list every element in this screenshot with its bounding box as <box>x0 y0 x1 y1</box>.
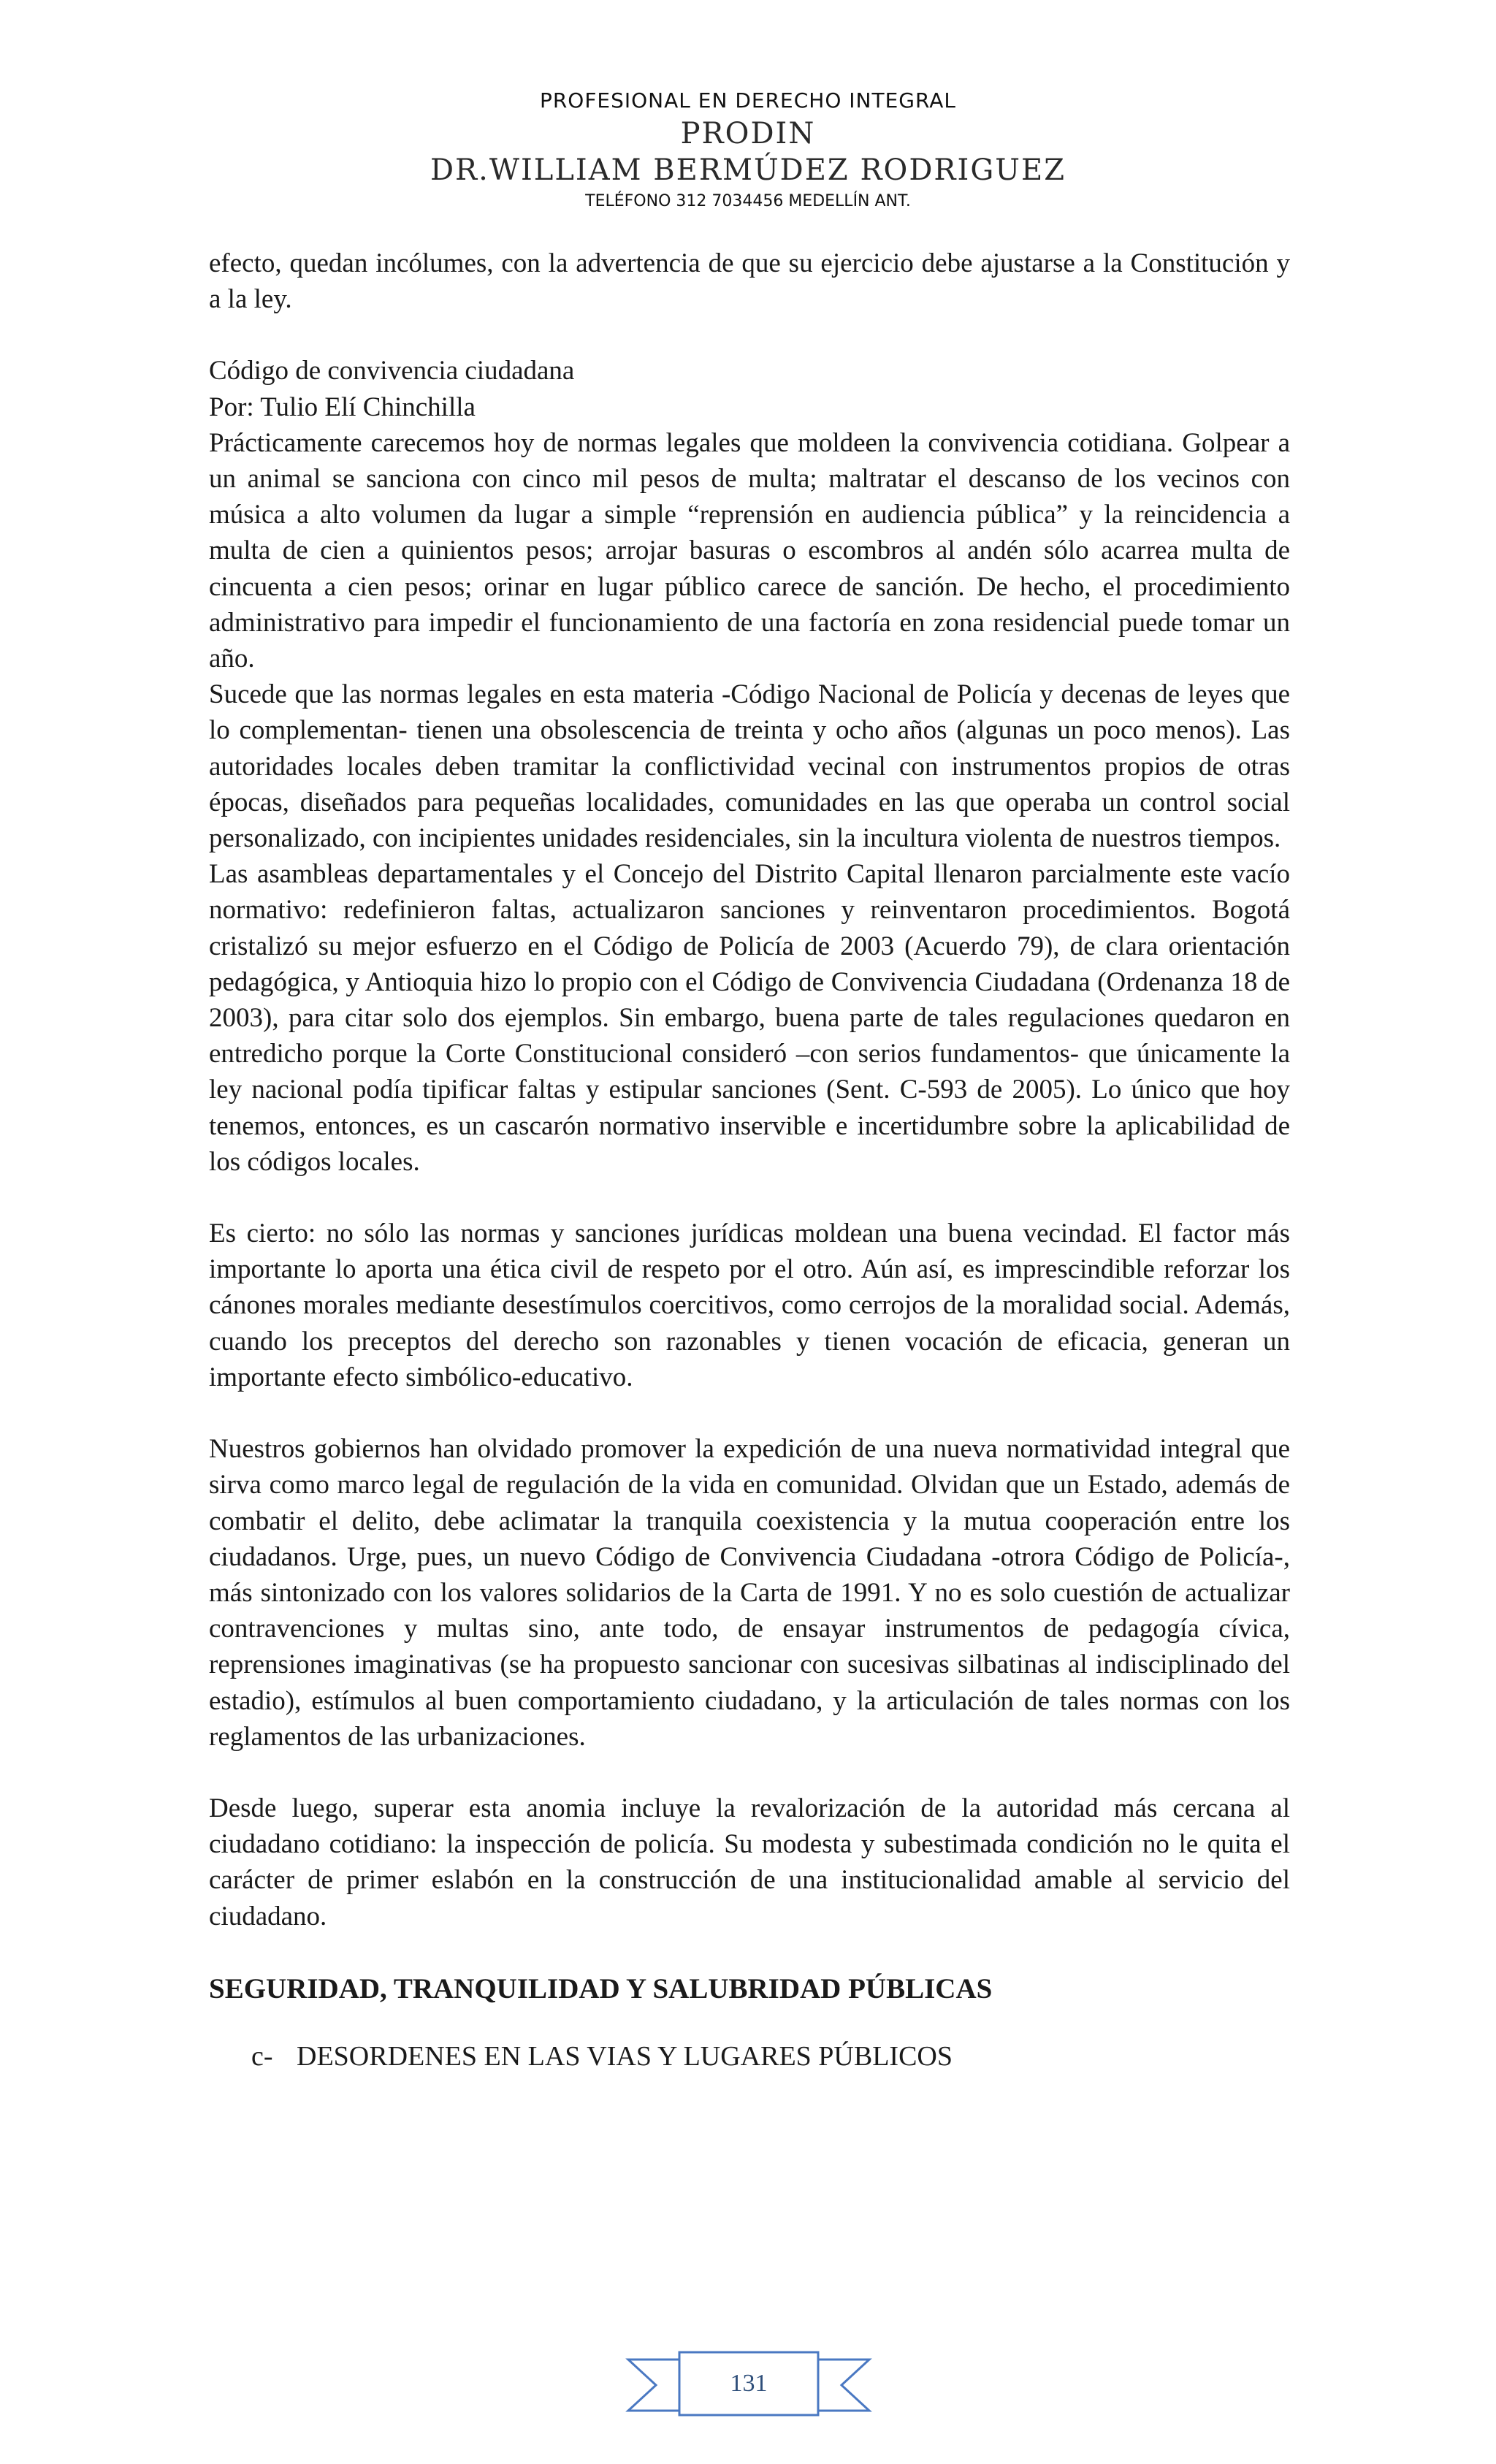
article-title: Código de convivencia ciudadana <box>209 356 575 386</box>
header-contact: TELÉFONO 312 7034456 MEDELLÍN ANT. <box>585 192 911 210</box>
list-item <box>251 2037 1290 2075</box>
paragraph-7: Desde luego, superar esta anomia incluye la revalorización de la autoridad más cercana al ciudadano cotidiano: la inspección de policía. Su modesta y subestimada condición no le quita el carácter de primer eslabón en la construcción de una institucionalidad amable al servicio del ciudadano. <box>209 1793 1290 1931</box>
paragraph-4: Las asambleas departamentales y el Concejo del Distrito Capital llenaron parcialmente este vacío normativo: redefinieron faltas, actualizaron sanciones y reinventaron procedimientos. Bogotá cristalizó su mejor esfuerzo en el Código de Policía de 2003 (Acuerdo 79), de clara orientación pedagógica, y Antioquia hizo lo propio con el Código de Convivencia Ciudadana (Ordenanza 18 de 2003), para citar solo dos ejemplos. Sin embargo, buena parte de tales regulaciones quedaron en entredicho porque la Corte Constitucional consideró –con serios fundamentos- que únicamente la ley nacional podía tipificar faltas y estipular sanciones (Sent. C-593 de 2005). Lo único que hoy tenemos, entonces, es un cascarón normativo inservible e incertidumbre sobre la aplicabilidad de los códigos locales. <box>209 859 1290 1177</box>
paragraph-3: Sucede que las normas legales en esta materia -Código Nacional de Policía y decenas de leyes que lo complementan- tienen una obsolescencia de treinta y ocho años (algunas un poco menos). Las autoridades locales deben tramitar la conflictividad vecinal con instrumentos propios de otras épocas, diseñados para pequeñas localidades, comunidades en las que operaba un control social personalizado, con incipientes unidades residenciales, sin la incultura violenta de nuestros tiempos. <box>209 679 1290 854</box>
header-brand: PRODIN <box>680 117 816 150</box>
header-profession: PROFESIONAL EN DERECHO INTEGRAL <box>539 88 957 112</box>
paragraph-intro: efecto, quedan incólumes, con la advertencia de que su ejercicio debe ajustarse a la Constitución y a la ley. <box>209 248 1290 315</box>
document-body <box>209 245 1290 2075</box>
paragraph-2: Prácticamente carecemos hoy de normas legales que moldeen la convivencia cotidiana. Golpear a un animal se sanciona con cinco mil pesos de multa; maltratar el descanso de los vecinos con música a alto volumen da lugar a simple “reprensión en audiencia pública” y la reincidencia a multa de cien a quinientos pesos; arrojar basuras o escombros al andén sólo acarrea multa de cincuenta a cien pesos; orinar en lugar público carece de sanción. De hecho, el procedimiento administrativo para impedir el funcionamiento de una factoría en zona residencial puede tomar un año. <box>209 427 1290 674</box>
paragraph-5: Es cierto: no sólo las normas y sanciones jurídicas moldean una buena vecindad. El factor más importante lo aporta una ética civil de respeto por el otro. Aún así, es imprescindible reforzar los cánones morales mediante desestímulos coercitivos, como cerrojos de la moralidad social. Además, cuando los preceptos del derecho son razonables y tienen vocación de eficacia, generan un importante efecto simbólico-educativo. <box>209 1218 1290 1392</box>
page-number: 131 <box>730 2370 768 2397</box>
list-item-text: DESORDENES EN LAS VIAS Y LUGARES PÚBLICOS <box>297 2040 953 2072</box>
page-header <box>0 86 1496 215</box>
section-title: SEGURIDAD, TRANQUILIDAD Y SALUBRIDAD PÚBLICAS <box>209 1972 993 2005</box>
article-author: Por: Tulio Elí Chinchilla <box>209 392 476 422</box>
list-marker: c- <box>251 2040 273 2072</box>
header-author-name: DR.WILLIAM BERMÚDEZ RODRIGUEZ <box>430 153 1066 187</box>
page-number-banner <box>621 2343 877 2424</box>
paragraph-6: Nuestros gobiernos han olvidado promover la expedición de una nueva normatividad integral que sirva como marco legal de regulación de la vida en comunidad. Olvidan que un Estado, además de combatir el delito, debe aclimatar la tranquila coexistencia y la mutua cooperación entre los ciudadanos. Urge, pues, un nuevo Código de Convivencia Ciudadana -otrora Código de Policía-, más sintonizado con los valores solidarios de la Carta de 1991. Y no es solo cuestión de actualizar contravenciones y multas sino, ante todo, de ensayar instrumentos de pedagogía cívica, reprensiones imaginativas (se ha propuesto sancionar con sucesivas silbatinas al indisciplinado del estadio), estímulos al buen comportamiento ciudadano, y la articulación de tales normas con los reglamentos de las urbanizaciones. <box>209 1434 1290 1752</box>
